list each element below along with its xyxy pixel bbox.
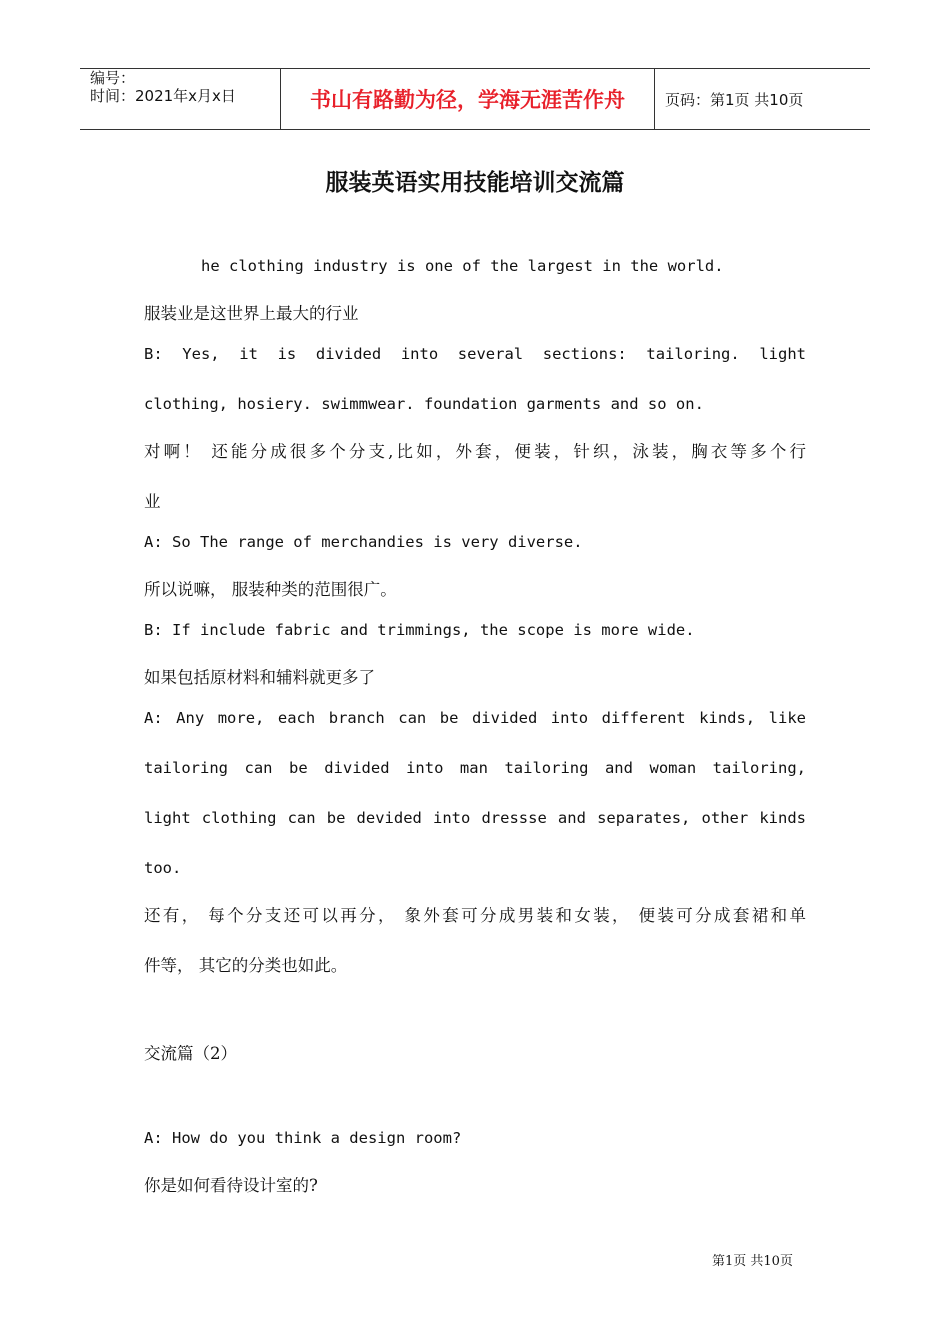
paragraph-line: 业: [144, 492, 161, 511]
paragraph-line: 还有， 每个分支还可以再分， 象外套可分成男装和女装， 便装可分成套裙和单: [144, 906, 806, 925]
paragraph-line: A: So The range of merchandies is very diverse.: [144, 533, 583, 551]
page-info: 页码：第1页 共10页: [665, 90, 804, 109]
paragraph-line: 你是如何看待设计室的?: [144, 1176, 318, 1195]
paragraph-line: A: How do you think a design room?: [144, 1129, 462, 1147]
page-footer: 第1页 共10页: [712, 1254, 793, 1269]
header-table: [80, 68, 870, 130]
paragraph-line: 所以说嘛， 服装种类的范围很广。: [144, 580, 397, 599]
paragraph-line: A: Any more, each branch can be divided into different kinds, like: [144, 709, 806, 727]
page-title: 服装英语实用技能培训交流篇: [325, 170, 625, 196]
motto: 书山有路勤为径，学海无涯苦作舟: [310, 88, 625, 112]
paragraph-line: light clothing can be devided into dressse and separates, other kinds: [144, 809, 806, 827]
header-left-cell: [80, 69, 281, 129]
paragraph-line: B: Yes, it is divided into several sections: tailoring. light: [144, 345, 806, 363]
paragraph-line: too.: [144, 859, 182, 877]
time-label: 时间：2021年x月x日: [90, 87, 236, 105]
paragraph-line: 服装业是这世界上最大的行业: [144, 304, 359, 323]
paragraph-line: he clothing industry is one of the largest in the world.: [201, 257, 724, 275]
paragraph-line: 件等， 其它的分类也如此。: [144, 956, 348, 975]
section-heading: 交流篇（2）: [144, 1044, 237, 1063]
paragraph-line: tailoring can be divided into man tailoring and woman tailoring,: [144, 759, 806, 777]
header-motto-cell: [281, 69, 655, 129]
paragraph-line: B: If include fabric and trimmings, the scope is more wide.: [144, 621, 695, 639]
paragraph-line: 对啊！ 还能分成很多个分支,比如，外套，便装，针织，泳装，胸衣等多个行: [144, 442, 806, 461]
header-page-cell: [655, 69, 870, 129]
number-label: 编号：: [90, 69, 136, 87]
paragraph-line: 如果包括原材料和辅料就更多了: [144, 668, 375, 687]
paragraph-line: clothing, hosiery. swimmwear. foundation garments and so on.: [144, 395, 704, 413]
